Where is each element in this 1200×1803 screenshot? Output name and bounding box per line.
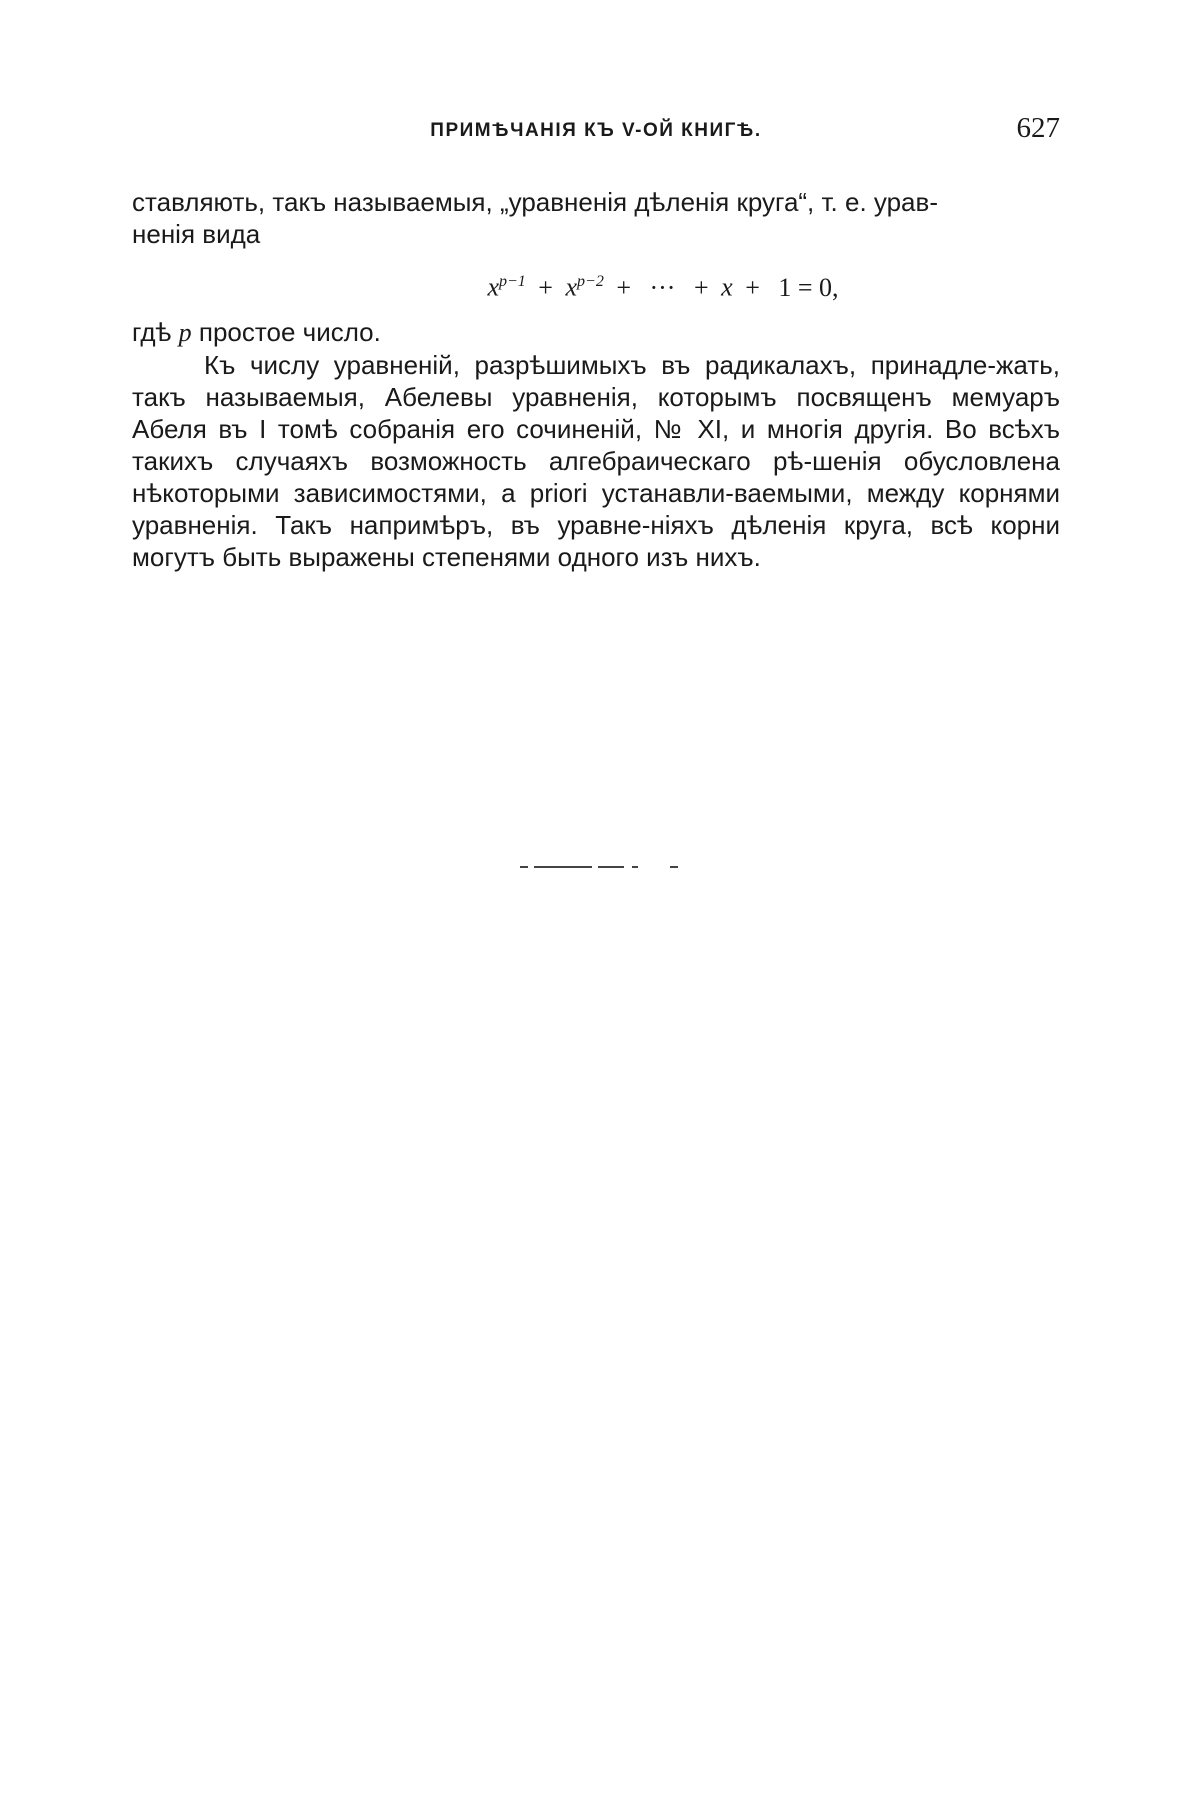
- text-fragment: простое число.: [198, 317, 381, 347]
- equation-operator: +: [693, 272, 709, 302]
- equation-exponent: p−2: [577, 273, 604, 290]
- equation: [272, 262, 1060, 302]
- page-number: 627: [1016, 112, 1060, 144]
- equation-operator: +: [616, 272, 631, 302]
- running-head: [132, 112, 1060, 152]
- running-title: ПРИМѢЧАНІЯ КЪ V-ОЙ КНИГѢ.: [430, 120, 762, 141]
- paragraph-definition: [132, 316, 1060, 349]
- equation-term: x: [721, 272, 733, 302]
- text-line: ставляють, такъ называемыя, „уравненія дѣленія круга“, т. е. урав-: [132, 187, 938, 217]
- equation-exponent: p−1: [499, 273, 526, 290]
- paragraph-abel: Къ числу уравненій, разрѣшимыхъ въ радикалахъ, принадле-жать, такъ называемыя, Абелевы уравненія, которымъ посвященъ мемуаръ Абеля въ I томѣ собранія его сочиненій, № XI, и многія другія. Во всѣхъ такихъ случаяхъ возможность алгебраическаго рѣ-шенія обусловлена нѣкоторыми зависимостями, a priori устанавли-ваемыми, между корнями уравненія. Такъ напримѣръ, въ уравне-ніяхъ дѣленія круга, всѣ корни могутъ быть выражены степенями одного изъ нихъ.: [132, 350, 1060, 572]
- equation-base: x: [487, 272, 499, 302]
- equation-rhs: 1 = 0,: [778, 272, 839, 302]
- end-rule: [520, 866, 680, 868]
- text-fragment: гдѣ: [132, 317, 172, 347]
- text-line: ненія вида: [132, 219, 261, 249]
- equation-ellipsis: ···: [649, 272, 676, 302]
- body-text: [132, 186, 1060, 573]
- paragraph-continuation: [132, 186, 1060, 250]
- equation-operator: +: [745, 272, 760, 302]
- math-variable: p: [178, 318, 192, 347]
- equation-operator: +: [538, 272, 553, 302]
- equation-base: x: [565, 272, 578, 302]
